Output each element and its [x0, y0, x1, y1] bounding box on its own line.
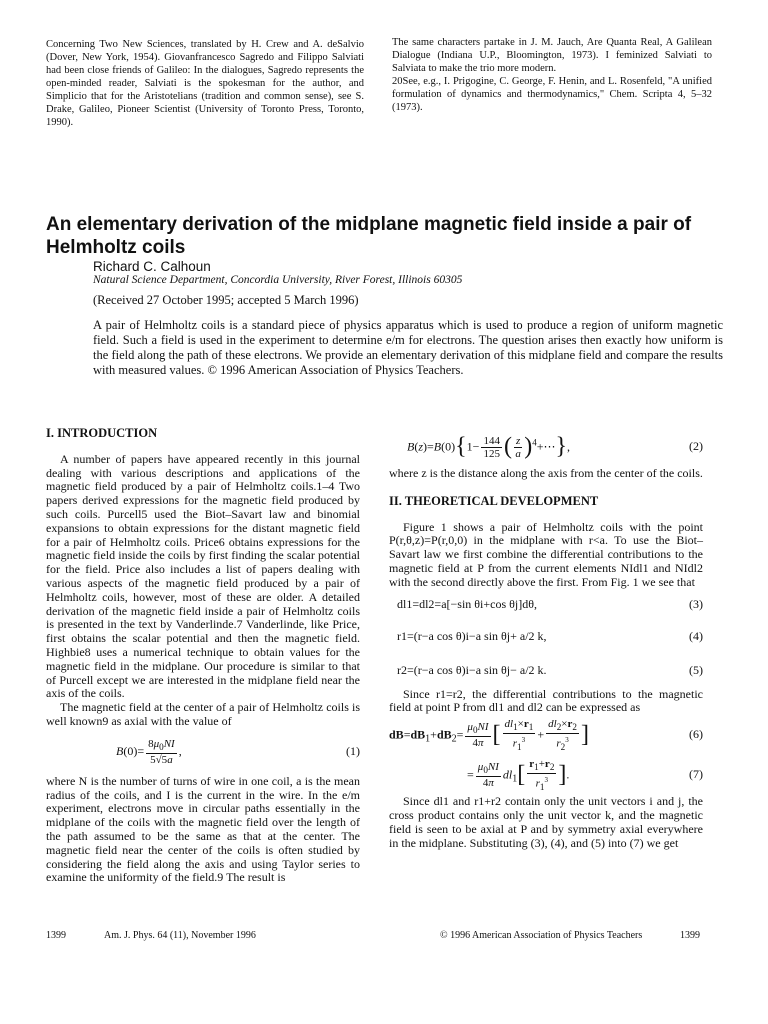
equation-7 [389, 755, 703, 795]
equation-3 [389, 590, 703, 620]
theory-paragraph-2: Figure 1 shows a pair of Helmholtz coils with the point P(r,θ,z)=P(r,0,0) in the midplane with r<a. To use the Biot–Savart law we first combine the differential contributions to the magnetic field at P from the current elements NIdl1 and NIdl2 with the second directly above the first. From Fig. 1 we see that [389, 519, 703, 589]
footer-page-right: 1399 [680, 930, 700, 941]
footnote-left [46, 38, 364, 129]
section-heading-theory: II. THEORETICAL DEVELOPMENT [389, 493, 599, 508]
left-column [46, 427, 360, 885]
equation-1 [46, 729, 360, 775]
article-received: (Received 27 October 1995; accepted 5 March 1996) [93, 293, 359, 307]
equation-1-body: B(0)= $\frac{8\mu_0NI}{5√5a}$ , [116, 737, 182, 766]
equation-2 [389, 427, 703, 467]
footnote-right-2: 20See, e.g., I. Prigogine, C. George, F. Henin, and L. Rosenfeld, "A unified formulation of dynamics and thermodynamics," Chem. Scripta 4, 5–32 (1973). [392, 76, 712, 113]
equation-2-number: (2) [689, 439, 703, 454]
intro-paragraph-3: where N is the number of turns of wire in one coil, a is the mean radius of the coils, and I is the current in the wire. In the e/m experiment, electrons move in circular paths essentially in the midplane of the coils with the magnetic field over the length of the path assumed to be the same as that at the center. The magnetic field near the center of the coils is often studied by considering the field along the axis and using Taylor series to examine the uniformity of the field.9 The result is [46, 773, 360, 885]
equation-5-body: r2=(r−a cos θ)i−a sin θj− a/2 k. [397, 662, 547, 677]
article-author: Richard C. Calhoun [93, 259, 211, 274]
footer-page-left: 1399 [46, 930, 66, 941]
equation-6 [389, 715, 703, 755]
equation-5 [389, 654, 703, 688]
right-column [389, 427, 703, 850]
equation-4 [389, 620, 703, 654]
equation-5-number: (5) [689, 662, 703, 677]
article-affiliation: Natural Science Department, Concordia University, River Forest, Illinois 60305 [93, 274, 463, 286]
footnote-left-text: Concerning Two New Sciences, translated by H. Crew and A. deSalvio (Dover, New York, 1954). Giovanfrancesco Sagredo and Filippo Salviati had been close friends of Galileo: In the dialogues, Sagredo represents the open-minded reader, Salviati is the spokesman for the author, and Simplicio that for the Aristotelians (tradition and common sense), see S. Drake, Galileo, Pioneer Scientist (University of Toronto Press, Toronto, 1990). [46, 39, 364, 128]
equation-6-body: $dB=dB_1+dB_2=$ $\frac{\mu_0NI}{4\pi}$ [ $\frac{dl_1\times r_1}{r_1^3}$ + $\frac{dl_2\times r_2}{r_2^3}$ ] [389, 717, 589, 752]
article-title: An elementary derivation of the midplane magnetic field inside a pair of Helmholtz coils [46, 214, 692, 258]
article-abstract: A pair of Helmholtz coils is a standard piece of physics apparatus which is used to produce a region of uniform magnetic field. Such a field is used in the experiment to determine e/m for electrons. The question arises then exactly how uniform is the field along the path of these electrons. We provide an elementary derivation of this midplane field and compare the results with measured values. © 1996 American Association of Physics Teachers. [93, 318, 723, 377]
theory-paragraph-4: Since dl1 and r1+r2 contain only the unit vectors i and j, the cross product contains only the unit vector k, and the magnetic field is seen to be axial at P and by symmetry axial everywhere in the midplane. Substituting (3), (4), and (5) into (7) we get [389, 794, 703, 850]
theory-paragraph-1: where z is the distance along the axis from the center of the coils. [389, 466, 703, 480]
footer-copyright: © 1996 American Association of Physics Teachers [440, 930, 643, 941]
equation-4-body: r1=(r−a cos θ)i−a sin θj+ a/2 k, [397, 628, 547, 643]
equation-4-number: (4) [689, 628, 703, 643]
equation-7-number: (7) [689, 767, 703, 782]
equation-2-body: B(z)=B(0){1− $\frac{144}{125}$ ( $\frac{z}{a}$ )$^4$+⋯}, [407, 433, 571, 460]
equation-6-number: (6) [689, 727, 703, 742]
intro-paragraph-1: A number of papers have appeared recently in this journal dealing with various descriptions and applications of the magnetic field produced by a pair of Helmholtz coils.1–4 Two papers derived expressions for the magnetic field produced by such coils. Purcell5 used the Biot–Savart law and binomial expansions to obtain expressions for the distant magnetic field for a pair of Helmholtz coils. Price6 obtains expressions for the magnetic field inside the coils by first finding the scalar potential for the field. Price also includes a list of papers dealing with various aspects of the magnetic field produced by a pair of Helmholtz coils, however, most of these are older. A detailed derivation of the magnetic field inside a pair of Helmholtz coils is presented in the text by Vanderlinde.7 Vanderlinde, like Price, first obtains the scalar potential and then the magnetic field. Highbie8 uses a numerical technique to obtain values for the magnetic field in the midplane. Our procedure is similar to that of Purcell except we are interested in the midplane field near the axis of the coils. [46, 451, 360, 701]
footnote-right-1: The same characters partake in J. M. Jauch, Are Quanta Real, A Galilean Dialogue (Indiana U.P., Bloomington, 1973). I feminized Salviati to Salviata to make the trio more modern. [392, 37, 712, 74]
intro-paragraph-2: The magnetic field at the center of a pair of Helmholtz coils is well known9 as axial with the value of [46, 700, 360, 728]
footer-journal: Am. J. Phys. 64 (11), November 1996 [104, 930, 256, 941]
footnote-right [392, 36, 712, 114]
section-heading-introduction: I. INTRODUCTION [46, 426, 158, 440]
theory-paragraph-3: Since r1=r2, the differential contributions to the magnetic field at point P from dl1 and dl2 can be expressed as [389, 686, 703, 715]
equation-3-number: (3) [689, 596, 703, 611]
equation-3-body: dl1=dl2=a[−sin θi+cos θj]dθ, [397, 596, 537, 611]
equation-1-number: (1) [346, 743, 360, 758]
equation-7-body: = $\frac{\mu_0NI}{4\pi}$ $dl_1$[ $\frac{r_1+r_2}{r_1^3}$ ]. [467, 757, 570, 792]
